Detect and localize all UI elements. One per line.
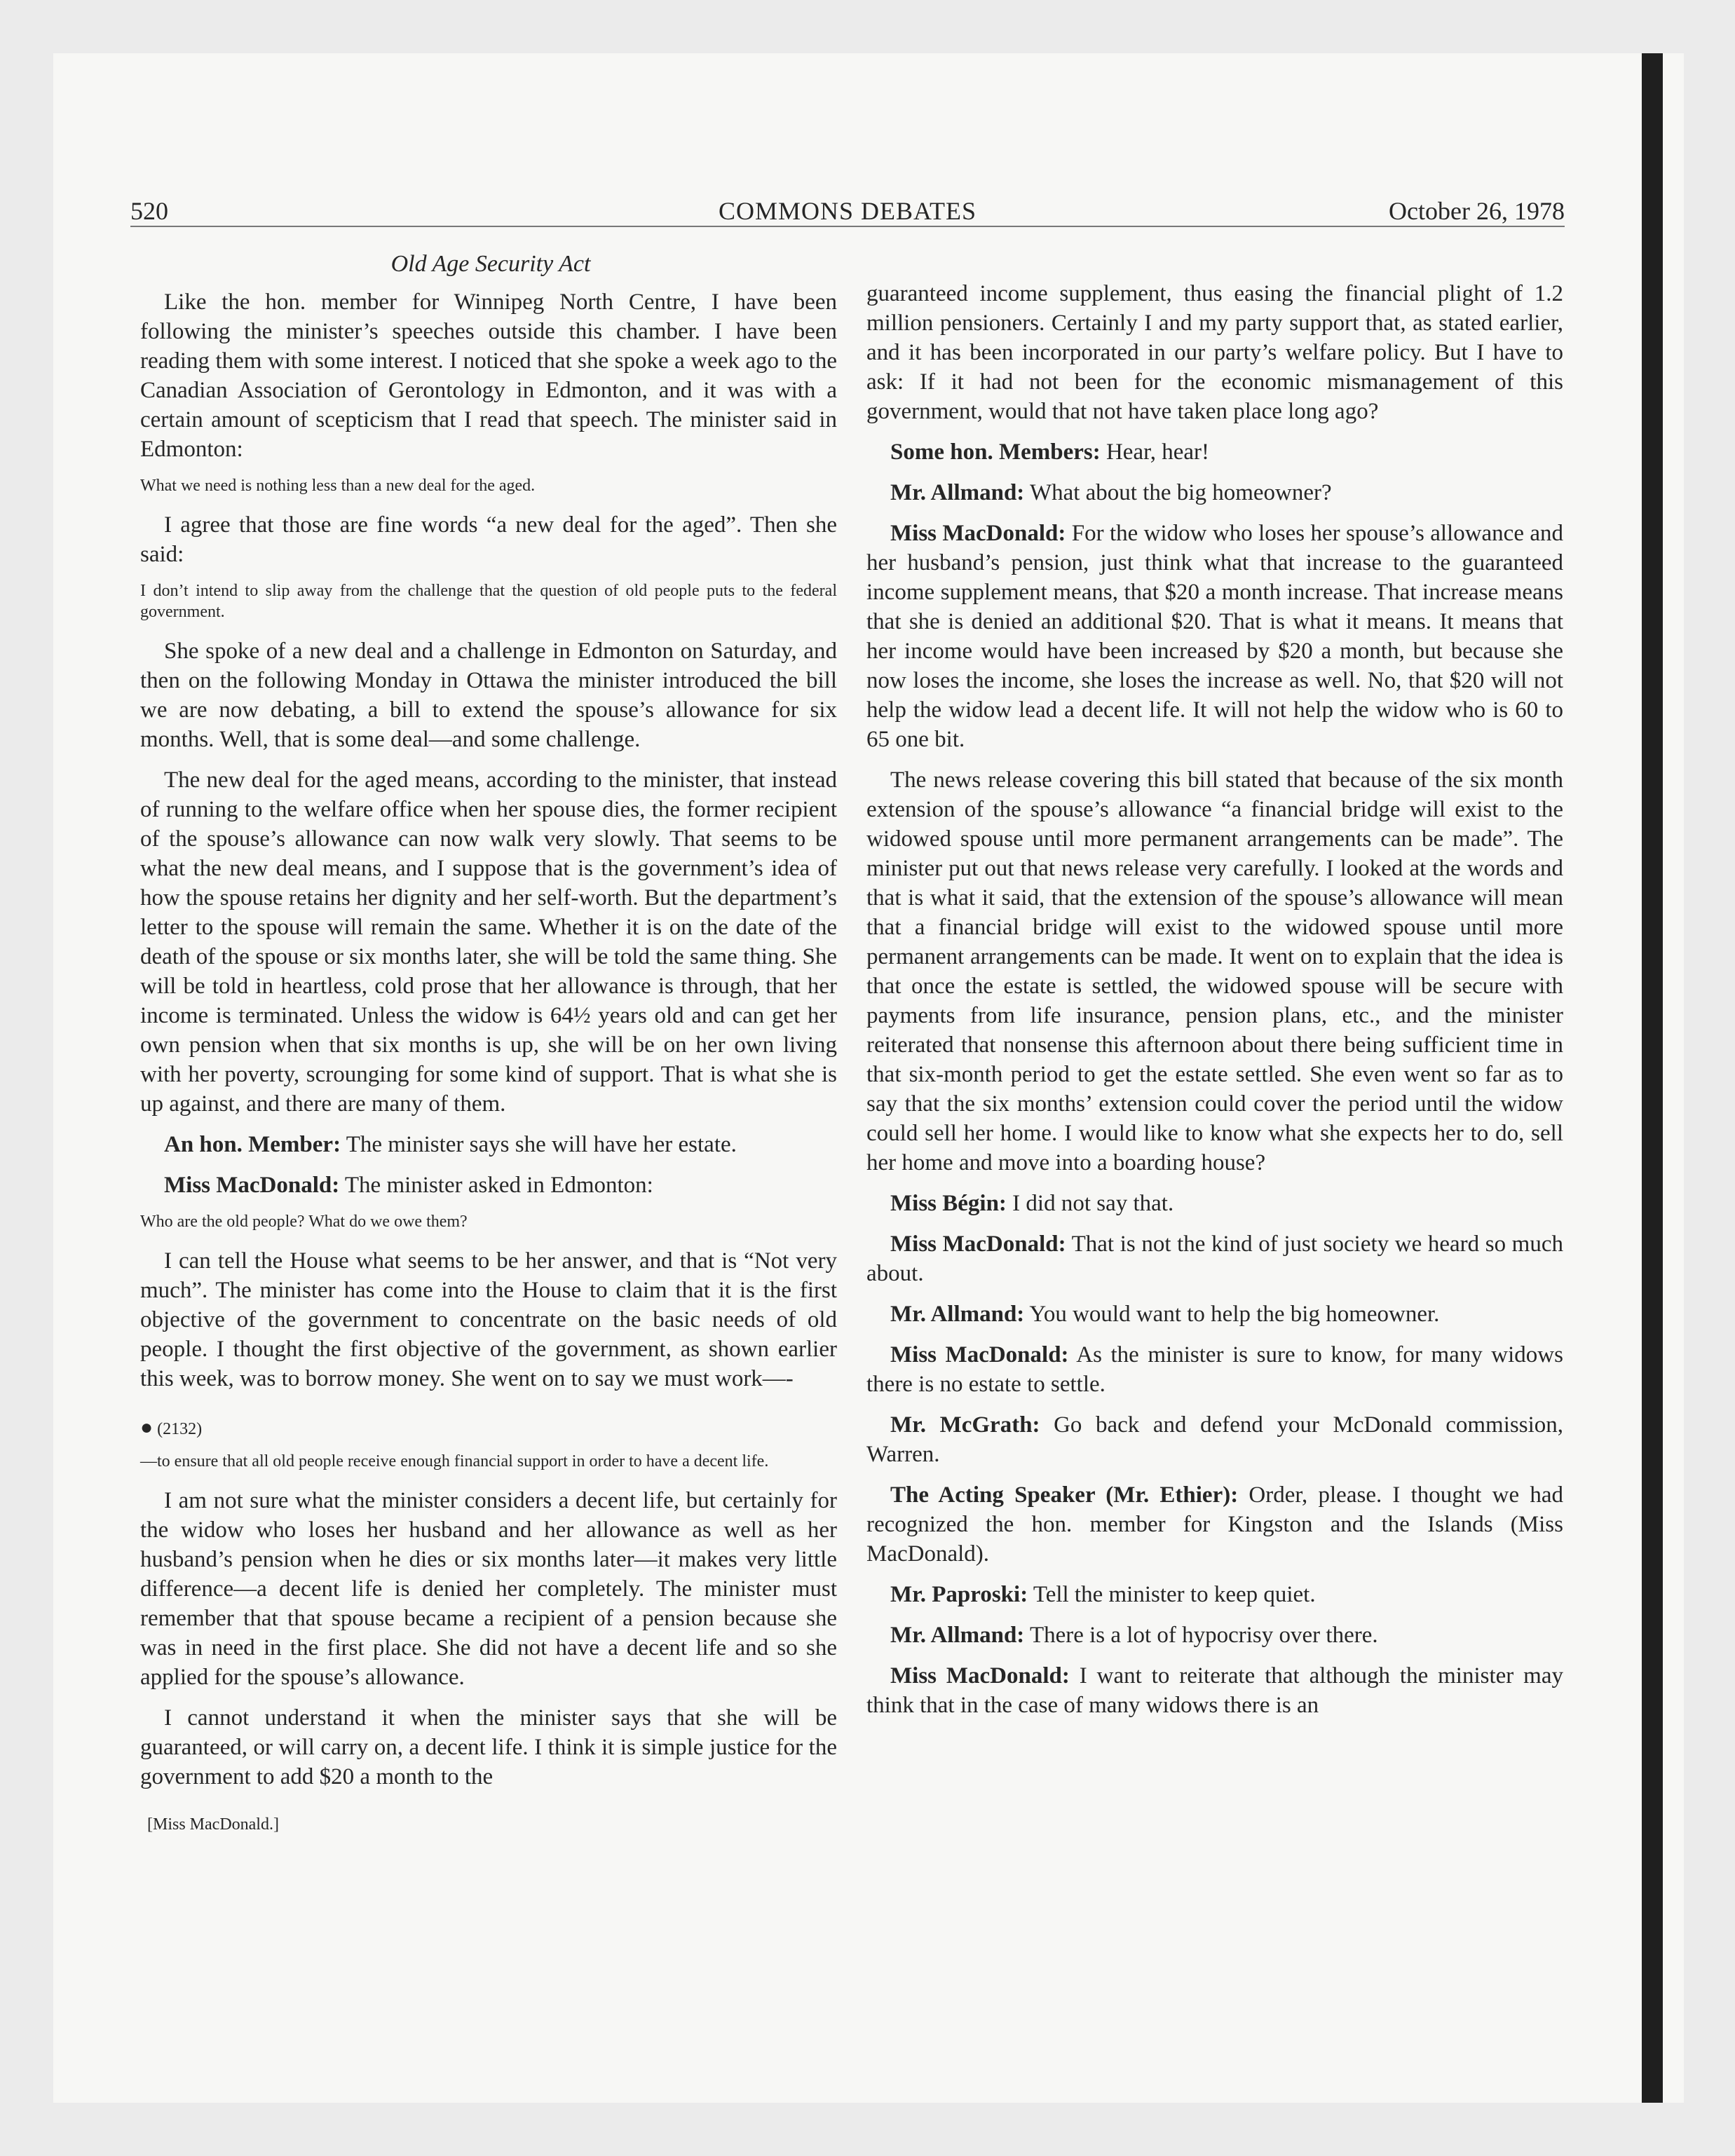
speaker-name: The Acting Speaker (Mr. Ethier): xyxy=(890,1482,1239,1508)
paragraph: I agree that those are fine words “a new deal for the aged”. Then she said: xyxy=(140,512,837,567)
speaker-name: Mr. Paproski: xyxy=(890,1582,1028,1607)
speaker-name: Mr. McGrath: xyxy=(890,1412,1040,1438)
speech xyxy=(866,437,1563,467)
header-rule xyxy=(130,226,1565,227)
speech xyxy=(866,1299,1563,1329)
page-number: 520 xyxy=(130,197,168,225)
speech-text: What about the big homeowner? xyxy=(1024,480,1332,505)
paragraph: The news release covering this bill stated that because of the six month extension of the spouse’s allowance “a financial bridge will exist to the widowed spouse until more permanent arrangements can be made”. The minister put out that news release very carefully. I looked at the words and that is what it said, that the extension of the spouse’s allowance will mean that a financial bridge will exist to the widowed spouse until more permanent arrangements can be made. It went on to explain that the idea is that once the estate is settled, the widowed spouse will be secure with payments from life insurance, pension plans, etc., and the minister reiterated that nonsense this afternoon about there being sufficient time in that six-month period to get the estate settled. She even went so far as to say that the six months’ extension could cover the period until the widow could sell her home. I would like to know what she expects her to do, sell her home and move into a boarding house? xyxy=(866,767,1563,1175)
speech-text: Go back and defend your McDonald commission, Warren. xyxy=(866,1412,1563,1467)
time-marker-number: (2132) xyxy=(157,1420,203,1438)
speech-text: That is not the kind of just society we heard so much about. xyxy=(866,1231,1563,1286)
speech xyxy=(866,1580,1563,1609)
header-date: October 26, 1978 xyxy=(1389,197,1565,225)
speaker-name: An hon. Member: xyxy=(164,1132,341,1157)
speaker-name: Mr. Allmand: xyxy=(890,1623,1025,1648)
speech xyxy=(866,1340,1563,1399)
speech-text: You would want to help the big homeowner. xyxy=(1024,1302,1440,1327)
block-quote: —to ensure that all old people receive enough financial support in order to have a decent life. xyxy=(140,1452,769,1471)
section-title: Old Age Security Act xyxy=(390,251,591,277)
speech xyxy=(140,1171,837,1200)
paragraph: I am not sure what the minister considers a decent life, but certainly for the widow who loses her husband and her allowance as well as her husband’s pension when he dies or six months later—it makes very little difference—a decent life is denied her completely. The minister must remember that that spouse became a recipient of a pension because she was in need in the first place. She did not have a decent life and so she applied for the spouse’s allowance. xyxy=(140,1488,837,1690)
block-quote: I don’t intend to slip away from the challenge that the question of old people puts to the federal government. xyxy=(140,582,837,621)
speech xyxy=(866,1480,1563,1569)
speech xyxy=(866,478,1563,507)
paragraph: She spoke of a new deal and a challenge in Edmonton on Saturday, and then on the following Monday in Ottawa the minister introduced the bill we are now debating, a bill to extend the spouse’s allowance for six months. Well, that is some deal—and some challenge. xyxy=(140,639,837,752)
speaker-name: Mr. Allmand: xyxy=(890,480,1025,505)
speech xyxy=(866,1229,1563,1288)
speech-text: I did not say that. xyxy=(1006,1191,1174,1216)
page-header xyxy=(130,196,1565,233)
block-quote: Who are the old people? What do we owe them? xyxy=(140,1213,468,1231)
speaker-attribution: [Miss MacDonald.] xyxy=(147,1815,279,1834)
scan-edge-bar xyxy=(1642,53,1663,2103)
paragraph: I can tell the House what seems to be her answer, and that is “Not very much”. The minister has come into the House to claim that it is the first objective of the government to concentrate on the basic needs of old people. I thought the first objective of the government, as shown earlier this week, was to borrow money. She went on to say we must work—- xyxy=(140,1248,837,1391)
paragraph: I cannot understand it when the minister says that she will be guaranteed, or will carry on, a decent life. I think it is simple justice for the government to add $20 a month to the xyxy=(140,1705,837,1789)
speech-text: As the minister is sure to know, for many widows there is no estate to settle. xyxy=(866,1342,1563,1397)
speaker-name: Mr. Allmand: xyxy=(890,1302,1025,1327)
speech xyxy=(866,1621,1563,1650)
speech-text: The minister says she will have her estate. xyxy=(341,1132,737,1157)
bullet-icon: ● xyxy=(140,1416,154,1439)
right-column xyxy=(866,279,1563,1731)
speech-text: For the widow who loses her spouse’s allowance and her husband’s pension, just think what that increase to the guaranteed income supplement means, that $20 a month increase. That increase means that she is denied an additional $20. That is what it means. It means that her income would have been increased by $20 a month, but because she now loses the income, she loses the increase as well. No, that $20 will not help the widow lead a decent life. It will not help the widow who is 60 to 65 one bit. xyxy=(866,521,1563,752)
speech-text: I want to reiterate that although the minister may think that in the case of many widows there is an xyxy=(866,1663,1563,1718)
speech xyxy=(866,1189,1563,1218)
paragraph: Like the hon. member for Winnipeg North Centre, I have been following the minister’s speeches outside this chamber. I have been reading them with some interest. I noticed that she spoke a week ago to the Canadian Association of Gerontology in Edmonton, and it was with a certain amount of scepticism that I read that speech. The minister said in Edmonton: xyxy=(140,289,837,462)
speech-text: Tell the minister to keep quiet. xyxy=(1028,1582,1316,1607)
speech xyxy=(866,1661,1563,1720)
speaker-name: Miss MacDonald: xyxy=(890,1342,1069,1367)
speech xyxy=(140,1130,837,1159)
speech-text: There is a lot of hypocrisy over there. xyxy=(1024,1623,1378,1648)
block-quote: What we need is nothing less than a new deal for the aged. xyxy=(140,477,536,495)
paragraph: guaranteed income supplement, thus easing the financial plight of 1.2 million pensioners. Certainly I and my party support that, as stated earlier, and it has been incorporated in our party’s welfare policy. But I have to ask: If it had not been for the economic mismanagement of this government, would that not have taken place long ago? xyxy=(866,281,1563,424)
speaker-name: Miss MacDonald: xyxy=(890,1663,1070,1688)
speaker-name: Miss Bégin: xyxy=(890,1191,1007,1216)
left-column xyxy=(140,287,837,1850)
speaker-name: Some hon. Members: xyxy=(890,439,1101,465)
time-marker xyxy=(140,1413,837,1444)
speech xyxy=(866,1410,1563,1469)
speech-text: Order, please. I thought we had recognized the hon. member for Kingston and the Islands (Miss MacDonald). xyxy=(866,1482,1563,1567)
journal-title: COMMONS DEBATES xyxy=(718,197,977,225)
speaker-name: Miss MacDonald: xyxy=(890,1231,1066,1257)
speaker-name: Miss MacDonald: xyxy=(164,1173,340,1198)
speech-text: The minister asked in Edmonton: xyxy=(339,1173,653,1198)
speech xyxy=(866,519,1563,754)
speech-text: Hear, hear! xyxy=(1100,439,1210,465)
speaker-name: Miss MacDonald: xyxy=(890,521,1066,546)
paragraph: The new deal for the aged means, according to the minister, that instead of running to the welfare office when her spouse dies, the former recipient of the spouse’s allowance can now walk very slowly. That seems to be what the new deal means, and I suppose that is the government’s idea of how the spouse retains her dignity and her self-worth. But the department’s letter to the spouse will remain the same. Whether it is on the date of the death of the spouse or six months later, she will be told the same thing. She will be told in heartless, cold prose that her allowance is through, that her income is terminated. Unless the widow is 64½ years old and can get her own pension when that six months is up, she will be on her own living with her poverty, scrounging for some kind of support. That is what she is up against, and there are many of them. xyxy=(140,767,837,1117)
